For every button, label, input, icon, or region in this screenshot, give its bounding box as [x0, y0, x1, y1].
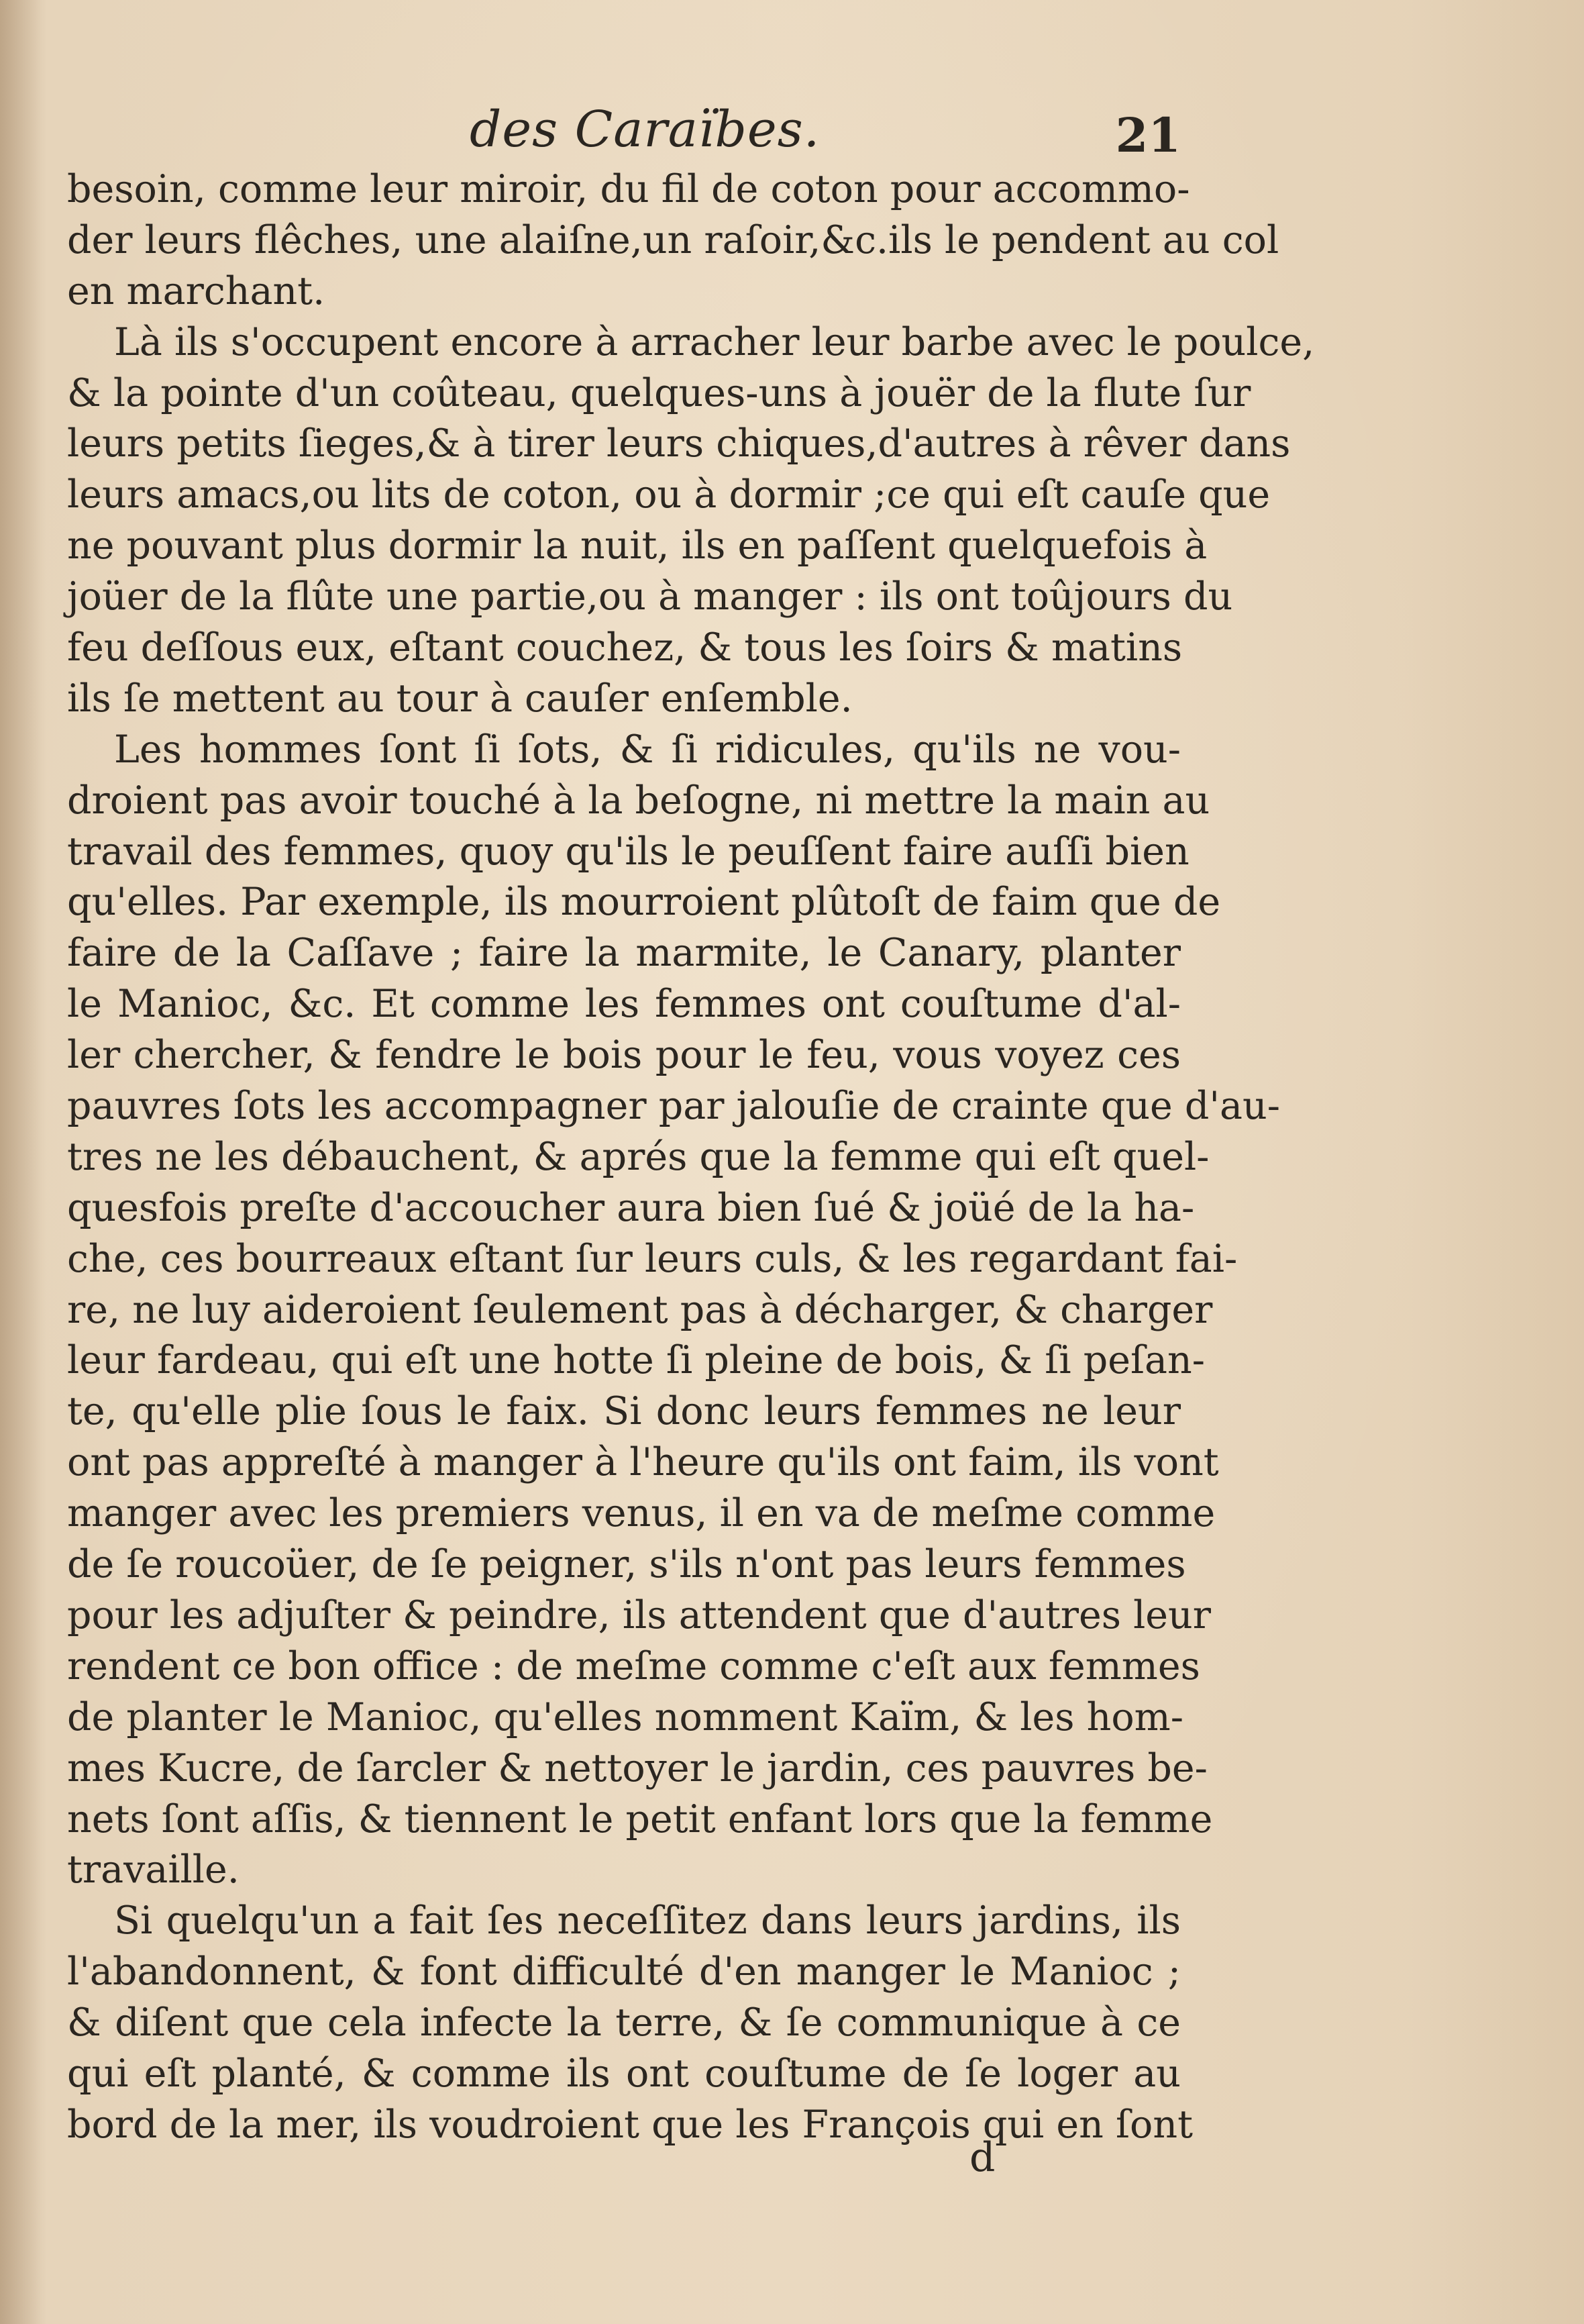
text-line: leurs amacs,ou lits de coton, ou à dormir ;ce qui eſt cauſe que: [67, 472, 1271, 517]
text-line: le Manioc, &c. Et comme les femmes ont couſtume d'al-: [67, 982, 1181, 1027]
text-line: feu deſſous eux, eſtant couchez, & tous les ſoirs & matins: [67, 625, 1183, 670]
text-line: te, qu'elle plie ſous le faix. Si donc leurs femmes ne leur: [67, 1389, 1181, 1434]
text-line: de ſe roucoüer, de ſe peigner, s'ils n'ont pas leurs femmes: [67, 1542, 1186, 1587]
text-line: tres ne les débauchent, & aprés que la femme qui eſt quel-: [67, 1134, 1210, 1179]
text-line: leur fardeau, qui eſt une hotte ſi pleine de bois, & ſi peſan-: [67, 1338, 1206, 1383]
text-line: qu'elles. Par exemple, ils mourroient plûtoſt de faim que de: [67, 880, 1221, 925]
text-line: travaille.: [67, 1848, 240, 1892]
text-line: bord de la mer, ils voudroient que les François qui en ſont: [67, 2102, 1193, 2147]
text-line: manger avec les premiers venus, il en va de meſme comme: [67, 1491, 1216, 1536]
gutter-shadow: [0, 0, 47, 2324]
signature-mark: d: [969, 2134, 996, 2181]
text-line: faire de la Caſſave ; faire la marmite, le Canary, planter: [67, 931, 1181, 976]
text-line: joüer de la flûte une partie,ou à manger : ils ont toûjours du: [67, 574, 1233, 619]
text-line: & diſent que cela infecte la terre, & ſe communique à ce: [67, 2001, 1181, 2045]
text-line: ils ſe mettent au tour à cauſer enſemble.: [67, 676, 853, 721]
page-number: 21: [1115, 107, 1181, 163]
text-line: pour les adjuſter & peindre, ils attendent que d'autres leur: [67, 1593, 1211, 1637]
text-line: ont pas appreſté à manger à l'heure qu'ils ont faim, ils vont: [67, 1440, 1219, 1485]
text-line: mes Kucre, de ſarcler & nettoyer le jardin, ces pauvres be-: [67, 1746, 1208, 1790]
text-line: quesfois preſte d'accoucher aura bien ſué & joüé de la ha-: [67, 1185, 1195, 1230]
page-edge-tint: [1410, 0, 1584, 2324]
text-line: rendent ce bon office : de meſme comme c'eſt aux femmes: [67, 1644, 1200, 1688]
text-line: de planter le Manioc, qu'elles nomment Kaïm, & les hom-: [67, 1695, 1183, 1739]
text-line: en marchant.: [67, 268, 325, 313]
text-line: l'abandonnent, & font difficulté d'en manger le Manioc ;: [67, 1950, 1181, 1994]
paragraph-start-line: Là ils s'occupent encore à arracher leur barbe avec le poulce,: [114, 319, 1315, 364]
running-head-title: des Caraïbes.: [470, 101, 821, 158]
text-line: & la pointe d'un coûteau, quelques-uns à jouër de la flute ſur: [67, 370, 1251, 415]
text-line: qui eſt planté, & comme ils ont couſtume de ſe loger au: [67, 2051, 1181, 2096]
text-line: besoin, comme leur miroir, du fil de coton pour accommo-: [67, 167, 1190, 211]
text-line: che, ces bourreaux eſtant ſur leurs culs, & les regardant fai-: [67, 1236, 1238, 1281]
text-line: re, ne luy aideroient ſeulement pas à décharger, & charger: [67, 1287, 1213, 1332]
text-line: leurs petits ſieges,& à tirer leurs chiques,d'autres à rêver dans: [67, 421, 1291, 466]
paragraph-start-line: Les hommes ſont ſi ſots, & ſi ridicules, qu'ils ne vou-: [114, 727, 1181, 772]
text-line: ne pouvant plus dormir la nuit, ils en paſſent quelquefois à: [67, 523, 1208, 568]
paragraph-start-line: Si quelqu'un a fait ſes neceſſitez dans leurs jardins, ils: [114, 1899, 1181, 1943]
text-line: nets ſont aſſis, & tiennent le petit enfant lors que la femme: [67, 1797, 1213, 1841]
text-line: travail des femmes, quoy qu'ils le peuſſent faire auſſi bien: [67, 829, 1190, 874]
body-text: [67, 164, 1315, 2151]
text-line: der leurs flêches, une alaiſne,un raſoir,&c.ils le pendent au col: [67, 217, 1279, 262]
text-line: droient pas avoir touché à la beſogne, ni mettre la main au: [67, 778, 1210, 823]
running-head: [67, 101, 1181, 174]
text-line: ler chercher, & fendre le bois pour le feu, vous voyez ces: [67, 1033, 1181, 1078]
text-line: pauvres ſots les accompagner par jalouſie de crainte que d'au-: [67, 1084, 1280, 1129]
